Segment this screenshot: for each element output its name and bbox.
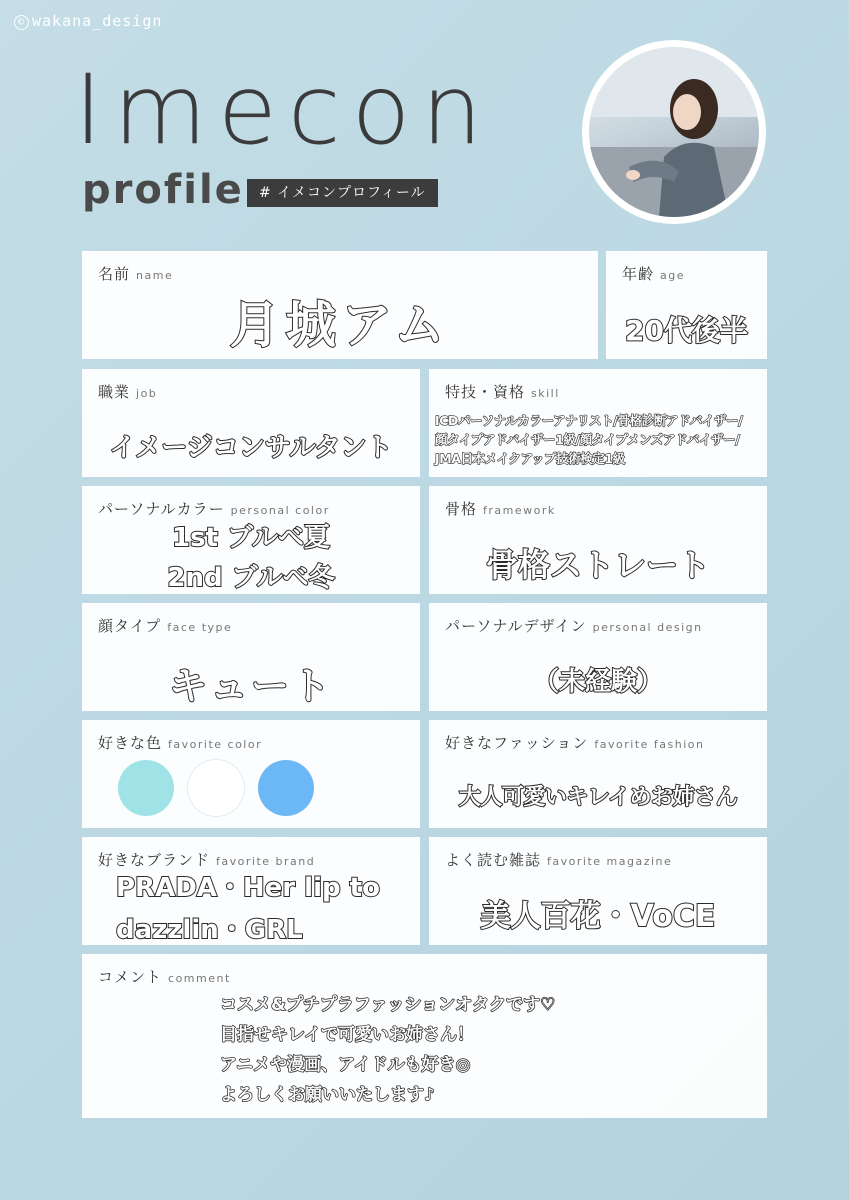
skill-value <box>435 411 767 468</box>
favorite-magazine-value: 美人百花・VoCE <box>480 899 716 934</box>
color-swatch-turquoise <box>118 760 174 816</box>
framework-value: 骨格ストレート <box>485 546 710 584</box>
color-swatch-white <box>188 760 244 816</box>
page-subtitle: profile <box>82 167 244 213</box>
face-type-card <box>82 603 420 711</box>
copyright-icon: © <box>14 15 29 30</box>
skill-card <box>429 369 767 477</box>
favorite-magazine-label: よく読む雑誌 favorite magazine <box>445 851 673 869</box>
favorite-brand-line: dazzlin・GRL <box>116 915 303 945</box>
skill-line: 顔タイプアドバイザー1級/顔タイプメンズアドバイザー/ <box>435 432 740 447</box>
favorite-fashion-card <box>429 720 767 828</box>
personal-design-value: （未経験） <box>532 667 663 697</box>
hashtag-badge: # イメコンプロフィール <box>247 179 438 207</box>
job-label: 職業 job <box>98 383 158 401</box>
favorite-fashion-label: 好きなファッション favorite fashion <box>445 734 705 752</box>
favorite-brand-value <box>116 867 420 951</box>
comment-line: アニメや漫画、アイドルも好き◎ <box>220 1055 471 1075</box>
face-type-label: 顔タイプ face type <box>98 617 233 635</box>
age-value: 20代後半 <box>625 314 748 347</box>
favorite-color-label: 好きな色 favorite color <box>98 734 263 752</box>
favorite-fashion-value: 大人可愛いキレイめお姉さん <box>458 785 738 810</box>
favorite-magazine-card <box>429 837 767 945</box>
comment-value <box>220 990 767 1110</box>
personal-design-label: パーソナルデザイン personal design <box>445 617 703 635</box>
color-swatch-blue <box>258 760 314 816</box>
personal-color-value <box>82 518 420 598</box>
personal-color-card <box>82 486 420 594</box>
skill-label: 特技・資格 skill <box>445 383 560 401</box>
face-type-value: キュート <box>168 664 333 708</box>
job-value: イメージコンサルタント <box>109 433 393 463</box>
framework-label: 骨格 framework <box>445 500 556 518</box>
name-value: 月城アム <box>229 296 451 354</box>
job-card <box>82 369 420 477</box>
favorite-brand-label: 好きなブランド favorite brand <box>98 851 316 869</box>
age-card <box>606 251 767 359</box>
credit-handle <box>14 12 162 30</box>
favorite-brand-card <box>82 837 420 945</box>
credit-text: wakana_design <box>32 12 163 30</box>
framework-card <box>429 486 767 594</box>
name-card <box>82 251 598 359</box>
personal-design-card <box>429 603 767 711</box>
personal-color-line: 2nd ブルベ冬 <box>167 563 335 593</box>
skill-line: JMA日本メイクアップ技術検定1級 <box>435 451 625 466</box>
age-label: 年齢 age <box>622 265 686 283</box>
page-title: Imecon <box>74 54 494 166</box>
personal-color-line: 1st ブルベ夏 <box>171 523 330 553</box>
profile-photo <box>582 40 766 224</box>
comment-card <box>82 954 767 1118</box>
comment-line: 目指せキレイで可愛いお姉さん！ <box>220 1025 474 1045</box>
personal-color-label: パーソナルカラー personal color <box>98 500 330 518</box>
comment-label: コメント comment <box>98 968 231 986</box>
comment-line: よろしくお願いいたします♪ <box>220 1085 435 1105</box>
name-label: 名前 name <box>98 265 174 283</box>
profile-photo-image <box>589 47 759 217</box>
favorite-brand-line: PRADA・Her lip to <box>116 873 380 903</box>
skill-line: ICDパーソナルカラーアナリスト/骨格診断アドバイザー/ <box>435 413 743 428</box>
favorite-color-card <box>82 720 420 828</box>
comment-line: コスメ&プチプラファッションオタクです♡ <box>220 995 556 1015</box>
